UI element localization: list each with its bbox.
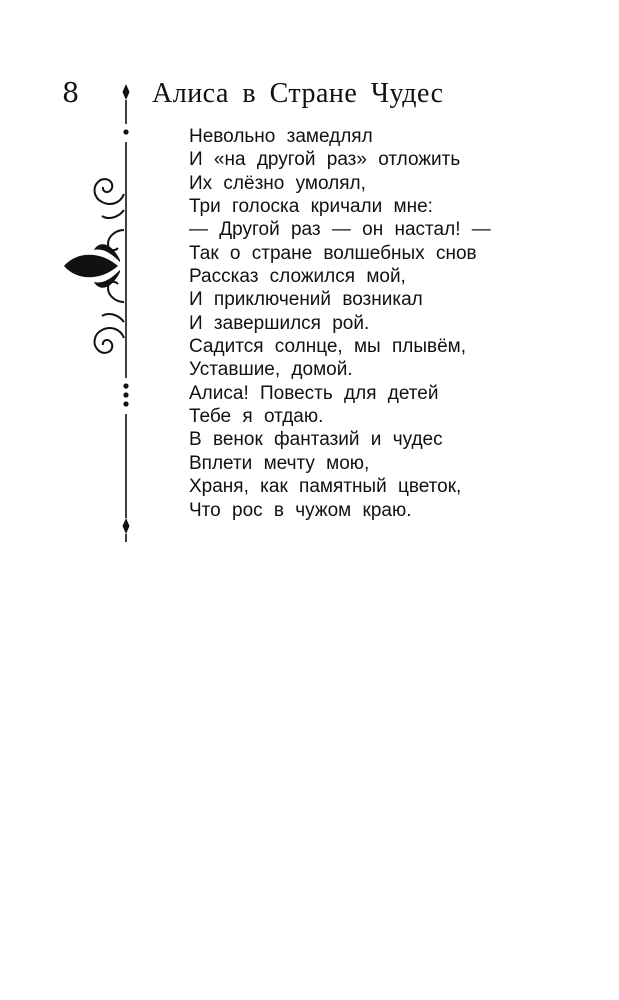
poem-line: И завершился рой.: [189, 312, 370, 334]
poem-line: Алиса! Повесть для детей: [189, 382, 439, 404]
poem-line: Что рос в чужом краю.: [189, 499, 412, 521]
poem-line: — Другой раз — он настал! —: [189, 219, 491, 241]
running-title: Алиса в Стране Чудес: [152, 78, 444, 109]
poem: [189, 125, 491, 522]
poem-line: Три голоска кричали мне:: [189, 196, 433, 218]
poem-line: Рассказ сложился мой,: [189, 266, 406, 288]
poem-line: Их слёзно умолял,: [189, 172, 366, 194]
poem-line: В венок фантазий и чудес: [189, 429, 443, 451]
poem-line: Тебе я отдаю.: [189, 406, 324, 428]
poem-line: Храня, как памятный цветок,: [189, 476, 462, 498]
poem-line: Так о стране волшебных снов: [189, 242, 477, 264]
page-number: 8: [62, 78, 80, 109]
poem-line: И «на другой раз» отложить: [189, 149, 461, 171]
poem-line: И приключений возникал: [189, 289, 423, 311]
vertical-flourish-ornament-icon: [58, 80, 138, 545]
poem-line: Садится солнце, мы плывём,: [189, 336, 467, 358]
poem-line: Невольно замедлял: [189, 126, 373, 147]
poem-line: Уставшие, домой.: [189, 359, 353, 381]
poem-line: Вплети мечту мою,: [189, 452, 370, 474]
